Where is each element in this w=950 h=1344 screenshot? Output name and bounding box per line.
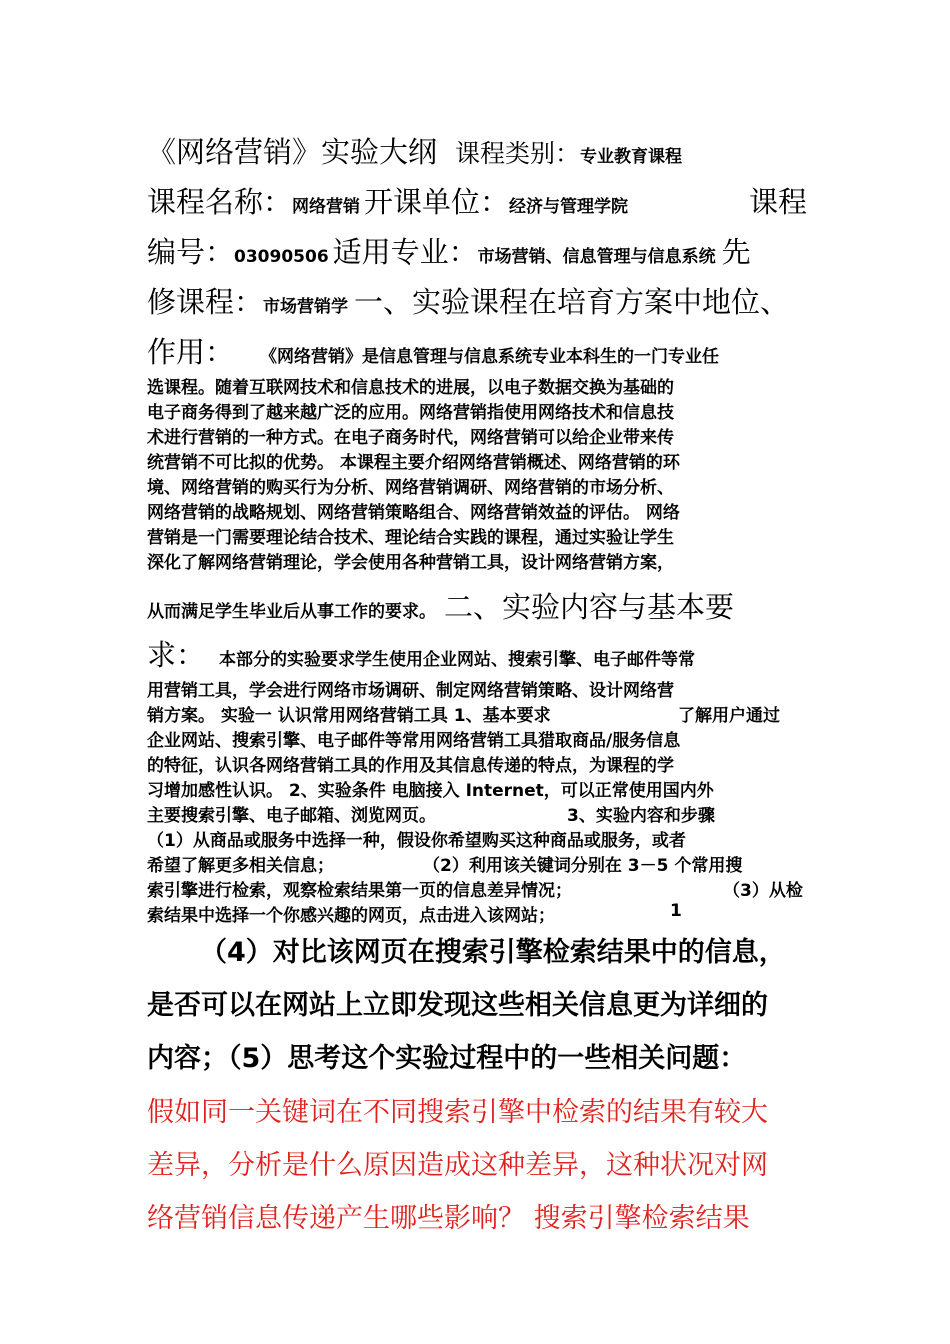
- header-line-2: [147, 180, 817, 221]
- section1-body-1: 选课程。随着互联网技术和信息技术的进展，以电子数据交换为基础的: [147, 378, 674, 398]
- section2-body-line-12: [147, 901, 817, 926]
- section1-body-5: 境、网络营销的购买行为分析、网络营销调研、网络营销的市场分析、: [147, 478, 674, 498]
- section1-body-4: 统营销不可比拟的优势。 本课程主要介绍网络营销概述、网络营销的环: [147, 453, 680, 473]
- code-label-2: 编号：: [147, 235, 235, 269]
- prereq-label-2: 修课程：: [147, 285, 264, 319]
- section2-body-8: 3、实验内容和步骤: [567, 806, 715, 826]
- section2-body-13: （3）从检: [723, 881, 803, 901]
- code-value: 03090506: [234, 247, 329, 267]
- header-line-3: [147, 230, 817, 271]
- category-label: 课程类别：: [455, 139, 581, 168]
- section2-body-12: 索引擎进行检索，观察检索结果第一页的信息差异情况；: [147, 881, 572, 901]
- section2-body-0: 本部分的实验要求学生使用企业网站、搜索引擎、电子邮件等常: [219, 650, 696, 670]
- section2-body-9: （1）从商品或服务中选择一种，假设你希望购买这种商品或服务，或者: [147, 831, 686, 851]
- section2-body-14: 索结果中选择一个你感兴趣的网页，点击进入该网站；: [147, 906, 555, 926]
- step4-line-3: 内容；（5）思考这个实验过程中的一些相关问题：: [147, 1043, 747, 1074]
- section2-body-2: 销方案。 实验一 认识常用网络营销工具 1、基本要求: [147, 706, 551, 726]
- section1-body-2: 电子商务得到了越来越广泛的应用。网络营销指使用网络技术和信息技: [147, 403, 674, 423]
- section2-heading-2: 求：: [147, 638, 206, 672]
- section2-body-5: 的特征，认识各网络营销工具的作用及其信息传递的特点，为课程的学: [147, 756, 674, 776]
- category-value: 专业教育课程: [580, 147, 683, 167]
- prereq-value: 市场营销学: [263, 297, 349, 317]
- step4-line-2: 是否可以在网站上立即发现这些相关信息更为详细的: [147, 990, 768, 1021]
- section2-body-4: 企业网站、搜索引擎、电子邮件等常用网络营销工具猎取商品/服务信息: [147, 731, 681, 751]
- section2-body-line-10: [147, 851, 817, 876]
- prereq-label-1: 先: [721, 235, 751, 269]
- section2-body-1: 用营销工具，学会进行网络市场调研、制定网络营销策略、设计网络营: [147, 681, 674, 701]
- major-label: 适用专业：: [332, 235, 478, 269]
- step4-line-1: （4）对比该网页在搜索引擎检索结果中的信息，: [200, 937, 786, 968]
- section1-heading-2: 作用：: [147, 335, 235, 369]
- section2-body-11: （2）利用该关键词分别在 3－5 个常用搜: [423, 856, 743, 876]
- section2-body-line-8: [147, 801, 817, 826]
- code-label-1: 课程: [749, 185, 808, 219]
- section2-body-3: 了解用户通过: [678, 706, 780, 726]
- section2-body-6: 习增加感性认识。 2、实验条件 电脑接入 Internet，可以正常使用国内外: [147, 781, 714, 801]
- section1-body-6: 网络营销的战略规划、网络营销策略组合、网络营销效益的评估。 网络: [147, 503, 680, 523]
- section2-body-line-11: [147, 876, 817, 901]
- section1-final-line: [147, 585, 817, 626]
- section2-heading-line: [147, 633, 817, 674]
- section2-heading-1: 二、实验内容与基本要: [444, 590, 735, 624]
- section1-body-7: 营销是一门需要理论结合技术、理论结合实践的课程，通过实验让学生: [147, 528, 674, 548]
- name-value: 网络营销: [292, 197, 361, 217]
- major-value: 市场营销、信息管理与信息系统: [477, 247, 716, 267]
- page-number: 1: [670, 901, 682, 921]
- section1-body-3: 术进行营销的一种方式。在电子商务时代，网络营销可以给企业带来传: [147, 428, 674, 448]
- unit-label: 开课单位：: [364, 185, 510, 219]
- header-line-4: [147, 280, 817, 321]
- header-line-1: [147, 130, 817, 171]
- section2-body-line-3: [147, 701, 817, 726]
- section1-body-8: 深化了解网络营销理论，学会使用各种营销工具，设计网络营销方案，: [147, 553, 674, 573]
- section1-heading-1: 一、实验课程在培育方案中地位、: [354, 285, 790, 319]
- name-label: 课程名称：: [147, 185, 293, 219]
- header-line-5: [147, 330, 817, 371]
- section2-body-10: 希望了解更多相关信息；: [147, 856, 334, 876]
- section2-body-7: 主要搜索引擎、电子邮箱、浏览网页。: [147, 806, 436, 826]
- section1-body-0: 《网络营销》是信息管理与信息系统专业本科生的一门专业任: [260, 347, 720, 367]
- question-line-3: 络营销信息传递产生哪些影响？ 搜索引擎检索结果: [147, 1203, 750, 1234]
- section1-body-9: 从而满足学生毕业后从事工作的要求。: [147, 602, 436, 622]
- unit-value: 经济与管理学院: [509, 197, 629, 217]
- document-title: 《网络营销》实验大纲: [147, 135, 438, 169]
- question-line-2: 差异，分析是什么原因造成这种差异，这种状况对网: [147, 1150, 768, 1181]
- question-line-1: 假如同一关键词在不同搜索引擎中检索的结果有较大: [147, 1097, 768, 1128]
